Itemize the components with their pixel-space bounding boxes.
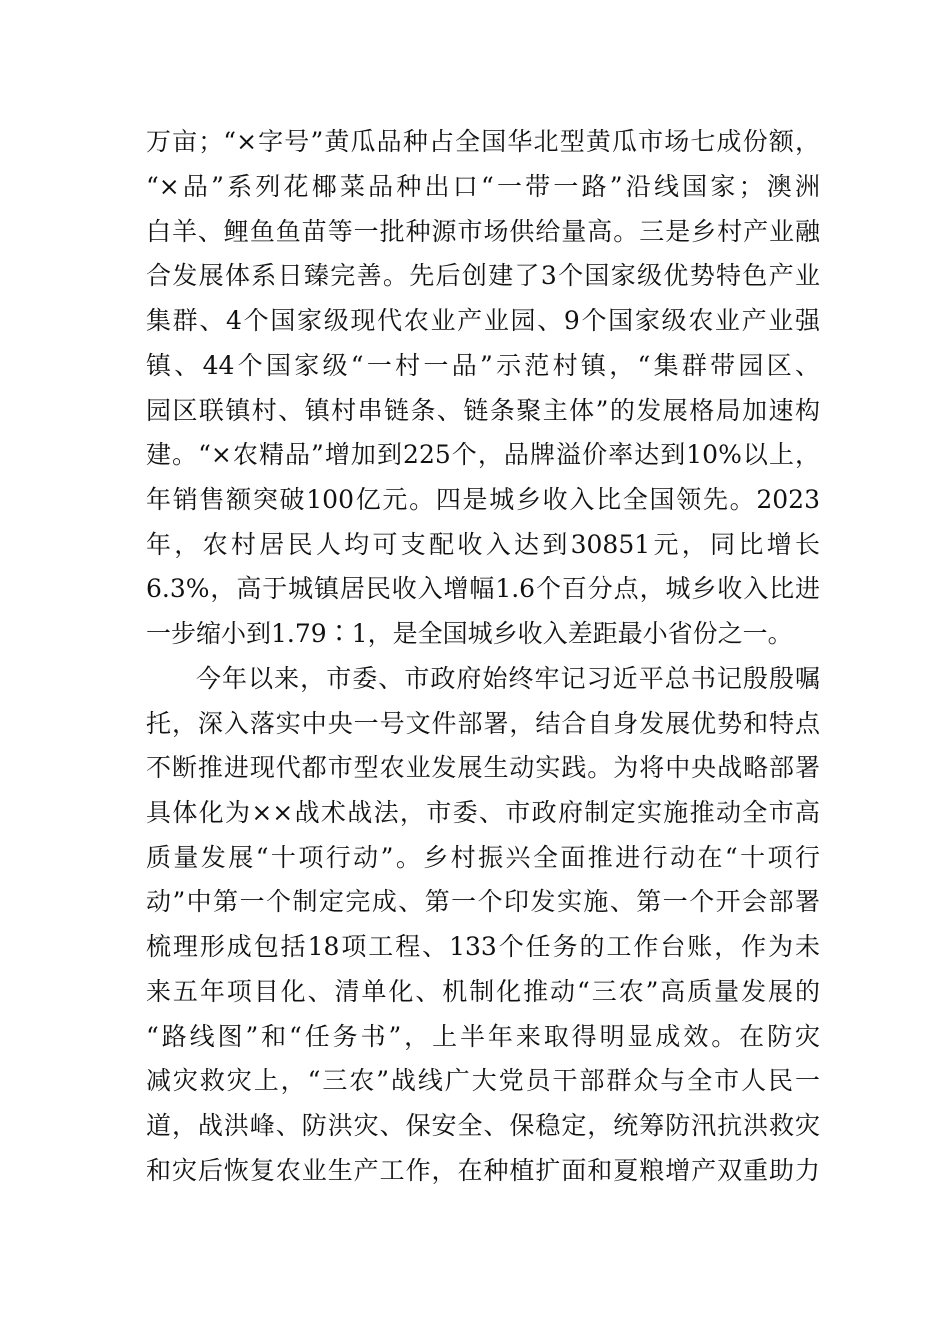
text-line: 白羊、鲤鱼鱼苗等一批种源市场供给量高。三是乡村产业融	[146, 217, 820, 246]
text-line: 托，深入落实中央一号文件部署，结合自身发展优势和特点	[146, 709, 820, 738]
text-line: 园区联镇村、镇村串链条、链条聚主体”的发展格局加速构	[146, 396, 820, 425]
text-line: “路线图”和“任务书”，上半年来取得明显成效。在防灾	[146, 1022, 820, 1051]
text-line: “×品”系列花椰菜品种出口“一带一路”沿线国家；澳洲	[146, 172, 820, 201]
text-line: 年，农村居民人均可支配收入达到30851元，同比增长	[146, 530, 820, 559]
text-line: 一步缩小到1.79∶1，是全国城乡收入差距最小省份之一。	[146, 619, 793, 648]
text-line: 来五年项目化、清单化、机制化推动“三农”高质量发展的	[146, 977, 820, 1006]
text-line: 6.3%，高于城镇居民收入增幅1.6个百分点，城乡收入比进	[146, 574, 820, 603]
text-line: 万亩；“×字号”黄瓜品种占全国华北型黄瓜市场七成份额，	[146, 127, 820, 156]
text-line: 减灾救灾上，“三农”战线广大党员干部群众与全市人民一	[146, 1066, 820, 1095]
text-line: 具体化为××战术战法，市委、市政府制定实施推动全市高	[146, 798, 820, 827]
text-line: 集群、4个国家级现代农业产业园、9个国家级农业产业强	[146, 306, 820, 335]
text-line: 动”中第一个制定完成、第一个印发实施、第一个开会部署	[146, 887, 820, 916]
text-line: 和灾后恢复农业生产工作，在种植扩面和夏粮增产双重助力	[146, 1156, 820, 1185]
text-line: 镇、44个国家级“一村一品”示范村镇，“集群带园区、	[146, 351, 820, 380]
text-line: 今年以来，市委、市政府始终牢记习近平总书记殷殷嘱	[196, 664, 820, 693]
text-line: 道，战洪峰、防洪灾、保安全、保稳定，统筹防汛抗洪救灾	[146, 1111, 820, 1140]
text-line: 建。“×农精品”增加到225个，品牌溢价率达到10%以上，	[146, 440, 820, 469]
text-line: 年销售额突破100亿元。四是城乡收入比全国领先。2023	[146, 485, 820, 514]
text-line: 梳理形成包括18项工程、133个任务的工作台账，作为未	[146, 932, 820, 961]
text-line: 合发展体系日臻完善。先后创建了3个国家级优势特色产业	[146, 261, 820, 290]
text-line: 不断推进现代都市型农业发展生动实践。为将中央战略部署	[146, 753, 820, 782]
text-line: 质量发展“十项行动”。乡村振兴全面推进行动在“十项行	[146, 843, 820, 872]
